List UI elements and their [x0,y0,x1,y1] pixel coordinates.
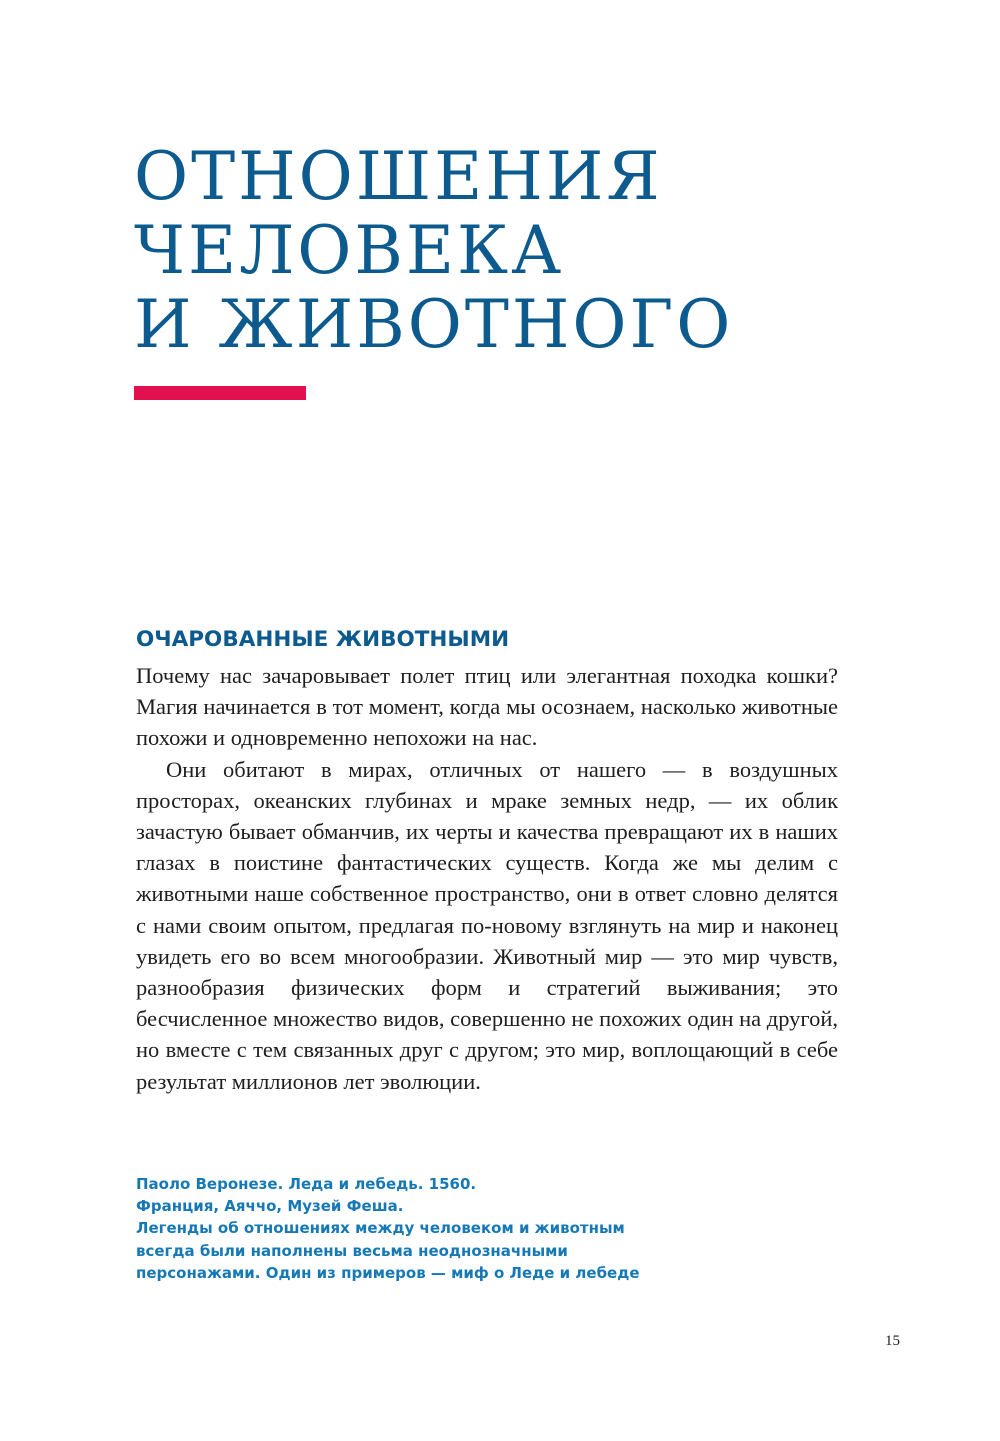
paragraph-1: Почему нас зачаровывает полет птиц или элегантная походка кошки? Магия начинается в тот момент, когда мы осознаем, насколько животные похожи и одновременно непохожи на нас. [136,663,838,751]
paragraph-2: Они обитают в мирах, отличных от нашего — в воздушных просторах, океанских глубинах и мраке земных недр, — их облик зачастую бывает обманчив, их черты и качества превращают их в наших глазах в поистине фантастических существ. Когда же мы делим с животными наше собственное пространство, они в ответ словно делятся с нами своим опытом, предлагая по-новому взглянуть на мир и наконец увидеть его во всем многообразии. Животный мир — это мир чувств, разнообразия физических форм и стратегий выживания; это бесчисленное множество видов, совершенно не похожих один на другой, но вместе с тем связанных друг с другом; это мир, воплощающий в себе результат миллионов лет эволюции. [136,756,838,1094]
chapter-title [134,140,854,362]
title-accent-rule [134,386,306,400]
chapter-title-line-2: ЧЕЛОВЕКА [134,212,565,289]
caption-line-5: персонажами. Один из примеров — миф о Леде и лебеде [136,1263,640,1282]
image-caption [136,1173,696,1284]
caption-line-4: всегда были наполнены весьма неоднозначными [136,1241,568,1260]
caption-line-3: Легенды об отношениях между человеком и животным [136,1219,625,1238]
caption-line-1: Паоло Веронезе. Леда и лебедь. 1560. [136,1175,477,1193]
chapter-title-line-1: ОТНОШЕНИЯ [134,138,663,215]
section-heading: ОЧАРОВАННЫЕ ЖИВОТНЫМИ [136,627,510,652]
body-text [136,660,838,1097]
page-number: 15 [885,1333,900,1349]
chapter-title-line-3: И ЖИВОТНОГО [134,286,734,363]
caption-line-2: Франция, Аяччо, Музей Феша. [136,1197,404,1216]
